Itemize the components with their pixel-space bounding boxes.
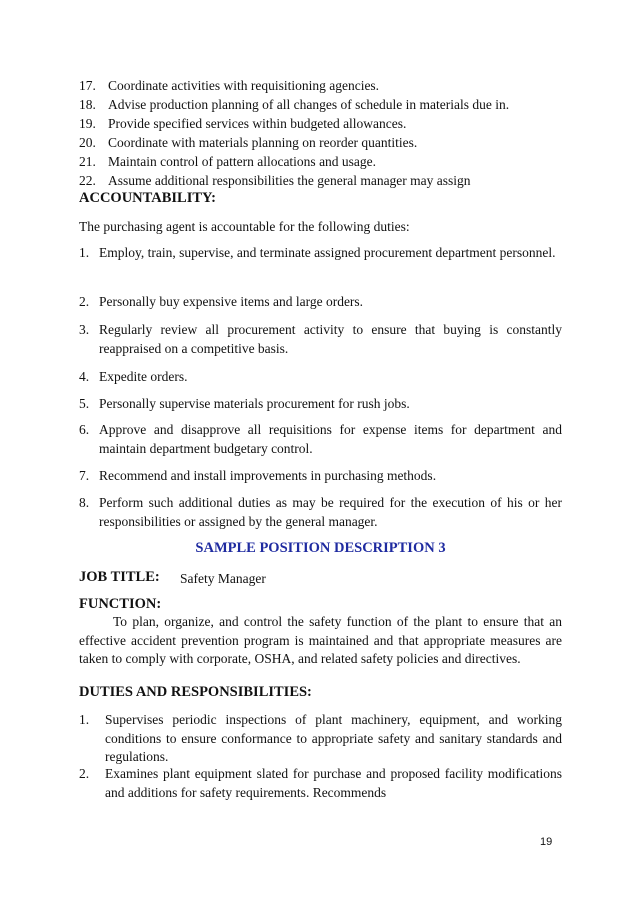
item-number: 1. [79, 712, 90, 727]
item-number: 18. [79, 97, 96, 112]
item-text: Perform such additional duties as may be required for the execution of his or her responsibilities or assigned by the general manager. [99, 495, 562, 529]
list-item [79, 368, 562, 387]
item-text: Employ, train, supervise, and terminate assigned procurement department personnel. [99, 245, 556, 260]
list-item [79, 711, 562, 767]
list-item [79, 293, 562, 312]
item-text: Provide specified services within budgeted allowances. [108, 116, 407, 131]
item-number: 8. [79, 495, 90, 510]
item-number: 4. [79, 369, 90, 384]
list-item [79, 395, 562, 414]
function-heading: FUNCTION: [79, 596, 162, 612]
list-item [79, 765, 562, 802]
list-item [79, 171, 565, 190]
item-text: Approve and disapprove all requisitions for expense items for department and maintain department budgetary control. [99, 422, 562, 456]
item-number: 17. [79, 78, 96, 93]
list-item [79, 133, 565, 152]
item-text: Recommend and install improvements in purchasing methods. [99, 468, 437, 483]
item-number: 21. [79, 154, 96, 169]
job-title-value: Safety Manager [180, 571, 266, 586]
item-text: Examines plant equipment slated for purchase and proposed facility modifications and additions for safety requirements. Recommends [105, 766, 562, 800]
item-number: 22. [79, 173, 96, 188]
list-item [79, 244, 562, 263]
item-number: 19. [79, 116, 96, 131]
list-item [79, 114, 565, 133]
item-text: Regularly review all procurement activity to ensure that buying is constantly reappraised on a competitive basis. [99, 322, 562, 356]
item-number: 5. [79, 396, 90, 411]
accountability-heading: ACCOUNTABILITY: [79, 190, 216, 206]
page-number: 19 [540, 836, 553, 848]
item-number: 2. [79, 294, 90, 309]
list-item [79, 321, 562, 358]
item-text: Expedite orders. [99, 369, 188, 384]
accountability-intro: The purchasing agent is accountable for the following duties: [79, 219, 410, 234]
item-number: 1. [79, 245, 90, 260]
item-text: Coordinate with materials planning on reorder quantities. [108, 135, 418, 150]
item-text: Advise production planning of all changes of schedule in materials due in. [108, 97, 510, 112]
function-paragraph: To plan, organize, and control the safety function of the plant to ensure that an effective accident prevention program is maintained and that appropriate measures are taken to comply with corporate, OSHA, and related safety policies and directives. [79, 614, 562, 666]
sample-position-heading: SAMPLE POSITION DESCRIPTION 3 [195, 540, 446, 556]
list-item [79, 494, 562, 531]
continued-duties-list [79, 76, 565, 190]
job-title-label: JOB TITLE: [79, 569, 160, 585]
item-number: 2. [79, 766, 90, 781]
item-text: Coordinate activities with requisitioning agencies. [108, 78, 380, 93]
item-number: 3. [79, 322, 90, 337]
item-number: 6. [79, 422, 90, 437]
list-item [79, 467, 562, 486]
item-text: Assume additional responsibilities the general manager may assign [108, 173, 471, 188]
item-text: Personally buy expensive items and large orders. [99, 294, 364, 309]
list-item [79, 76, 565, 95]
item-text: Supervises periodic inspections of plant machinery, equipment, and working conditions to ensure conformance to appropriate safety and sanitary standards and regulations. [105, 712, 562, 764]
list-item [79, 152, 565, 171]
item-number: 20. [79, 135, 96, 150]
duties-heading: DUTIES AND RESPONSIBILITIES: [79, 684, 312, 700]
list-item [79, 95, 565, 114]
item-text: Maintain control of pattern allocations and usage. [108, 154, 377, 169]
item-number: 7. [79, 468, 90, 483]
item-text: Personally supervise materials procurement for rush jobs. [99, 396, 410, 411]
list-item [79, 421, 562, 458]
